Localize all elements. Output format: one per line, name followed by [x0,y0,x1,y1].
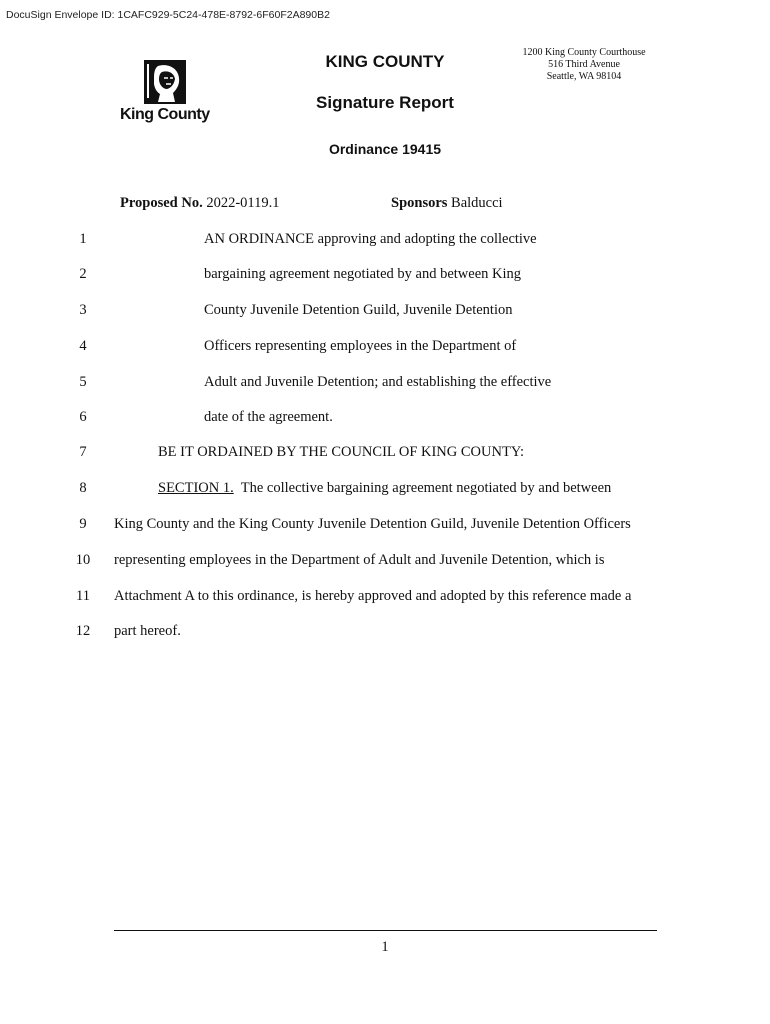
ordinance-line: part hereof. [114,623,181,639]
proposed-number [120,195,280,212]
logo-wordmark: King County [120,106,210,123]
footer-divider [114,930,657,931]
sponsors-value: Balducci [451,195,503,211]
ordinance-line: BE IT ORDAINED BY THE COUNCIL OF KING COUNTY: [158,444,524,460]
ordinance-number: Ordinance 19415 [328,141,442,157]
sponsors [391,195,503,212]
courthouse-address [500,47,668,83]
line-number: 3 [79,302,87,318]
ordinance-line: date of the agreement. [204,409,333,425]
section-heading: SECTION 1. [158,480,234,496]
line-number: 5 [79,374,87,390]
ordinance-line: representing employees in the Department of Adult and Juvenile Detention, which is [114,552,605,568]
sponsors-label: Sponsors [391,195,448,211]
ordinance-line: Adult and Juvenile Detention; and establishing the effective [204,374,552,390]
page-number: 1 [381,939,389,955]
section-text: The collective bargaining agreement negotiated by and between [240,480,612,496]
line-number: 7 [79,444,87,460]
proposed-value: 2022-0119.1 [206,195,280,211]
line-number: 9 [79,516,87,532]
docusign-envelope-id: DocuSign Envelope ID: 1CAFC929-5C24-478E-8792-6F60F2A890B2 [6,9,330,21]
proposed-label: Proposed No. [120,195,203,211]
address-line: 516 Third Avenue [548,59,620,70]
line-number: 2 [79,266,87,282]
address-line: 1200 King County Courthouse [522,47,646,58]
ordinance-line: County Juvenile Detention Guild, Juvenile Detention [204,302,513,318]
line-number: 8 [79,480,87,496]
address-line: Seattle, WA 98104 [546,71,622,82]
county-name: KING COUNTY [325,52,445,71]
ordinance-line: Officers representing employees in the Department of [204,338,517,354]
line-number: 1 [79,231,87,247]
line-number: 11 [76,588,90,604]
line-number: 6 [79,409,87,425]
page-title: Signature Report [316,93,454,112]
line-number: 4 [79,338,87,354]
line-number: 10 [75,552,91,568]
ordinance-line: bargaining agreement negotiated by and between King [204,266,522,282]
ordinance-line: Attachment A to this ordinance, is hereby approved and adopted by this reference made a [114,588,632,604]
line-number: 12 [75,623,91,639]
ordinance-line [158,480,611,497]
ordinance-line: AN ORDINANCE approving and adopting the collective [204,231,537,247]
ordinance-line: King County and the King County Juvenile Detention Guild, Juvenile Detention Officers [114,516,631,532]
